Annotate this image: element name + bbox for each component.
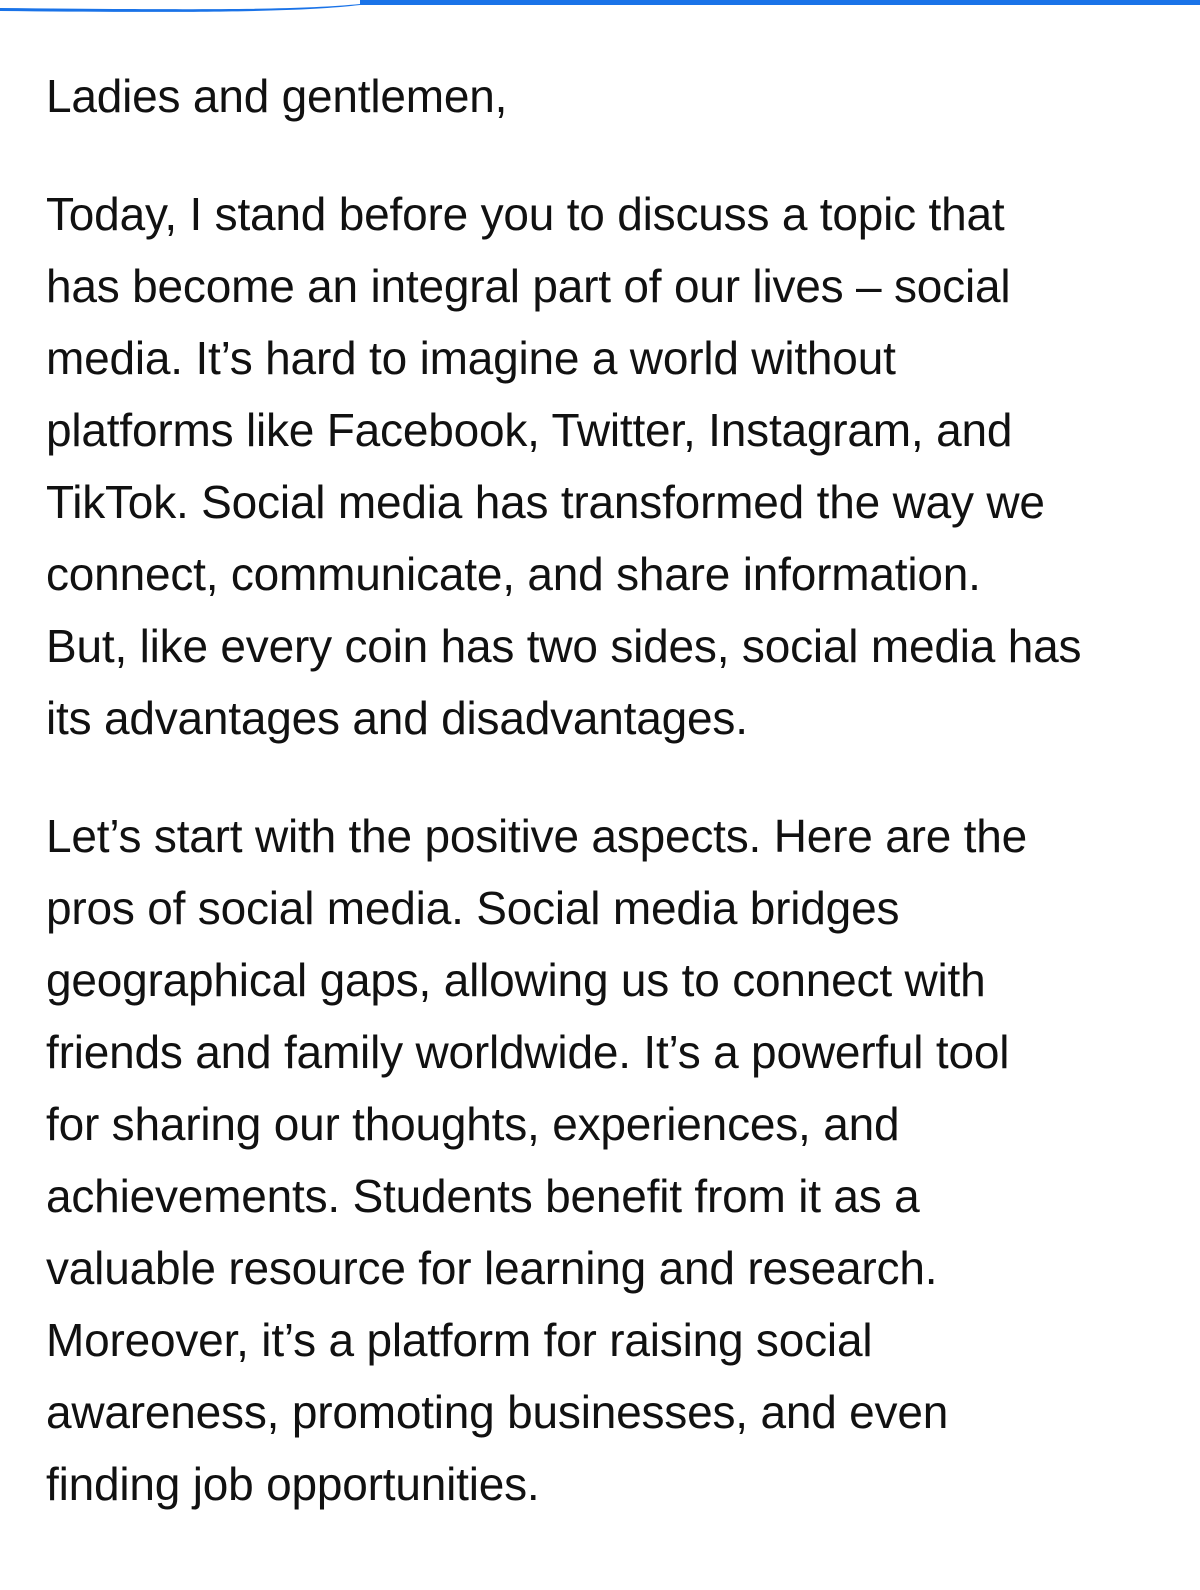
speech-text: [46, 60, 1156, 1520]
paragraph-pros: Let’s start with the positive aspects. Here are the pros of social media. Social media bridges geographical gaps, allowing us to connect with friends and family worldwide. It’s a powerful tool for sharing our thoughts, experiences, and achievements. Students benefit from it as a valuable resource for learning and research. Moreover, it’s a platform for raising social awareness, promoting businesses, and even finding job opportunities.: [46, 810, 1028, 1510]
top-accent-bar: [0, 0, 1200, 12]
top-accent-curve: [0, 0, 1200, 12]
paragraph-introduction: Today, I stand before you to discuss a topic that has become an integral part of our lives – social media. It’s hard to imagine a world without platforms like Facebook, Twitter, Instagram, and TikTok. Social media has transformed the way we connect, communicate, and share information. But, like every coin has two sides, social media has its advantages and disadvantages.: [46, 188, 1082, 744]
greeting: Ladies and gentlemen,: [46, 70, 508, 122]
